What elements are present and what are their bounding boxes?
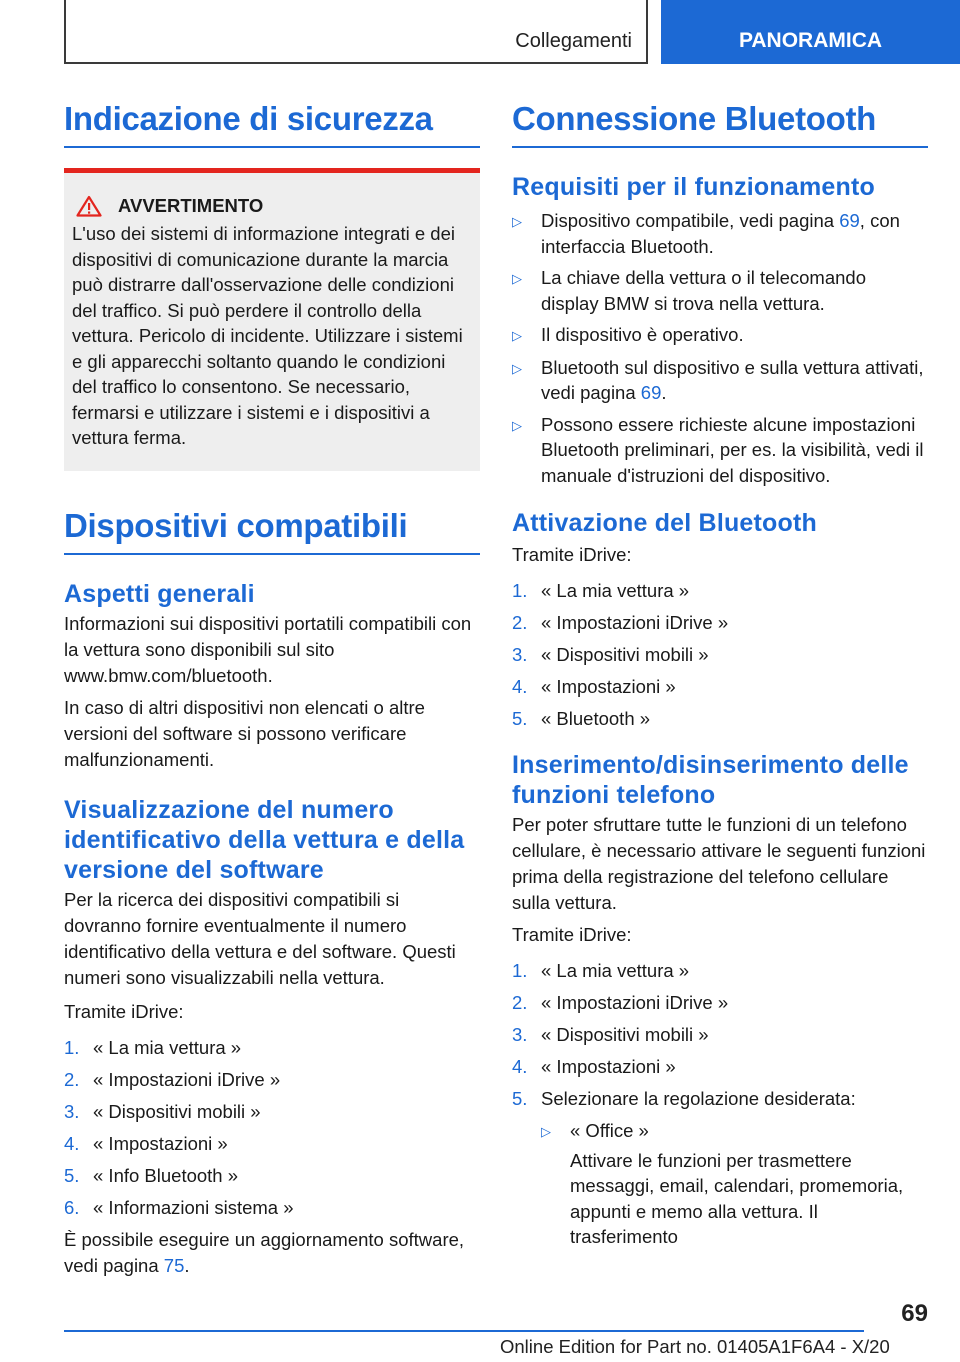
requirement-text-b: , con interfaccia Bluetooth. bbox=[541, 210, 900, 257]
step-number: 4. bbox=[512, 1056, 528, 1077]
heading-display-id: Visualizzazione del numero identificativo della vettura e della versione del software bbox=[64, 795, 465, 884]
step-text: « Dispositivi mobili » bbox=[93, 1100, 261, 1122]
info-steps-list bbox=[64, 1035, 480, 1221]
activation-steps-list bbox=[512, 578, 928, 732]
page-link-69[interactable]: 69 bbox=[839, 210, 860, 231]
heading-requirements: Requisiti per il funzionamento bbox=[512, 173, 875, 201]
heading-bluetooth-connection: Connessione Bluetooth bbox=[512, 100, 928, 148]
right-column bbox=[512, 100, 928, 1256]
office-sub-list bbox=[541, 1118, 928, 1250]
warning-text: L'uso dei sistemi di informazione integrati e dei dispositivi di comunicazione durante la marcia può distrarre dall'osservazione delle condizioni del traffico. Si può perdere il controllo della vettura. Pericolo di incidente. Utilizzare i sistemi e gli apparecchi soltanto quando le condizioni del traffico lo consentono. Se necessario, fermarsi e utilizzare i sistemi e i dispositivi a vettura ferma. bbox=[72, 223, 463, 448]
step-item bbox=[512, 958, 928, 984]
requirement-text-b: . bbox=[661, 382, 667, 403]
requirement-item bbox=[512, 355, 928, 406]
step-text: « Info Bluetooth » bbox=[93, 1164, 239, 1186]
step-item bbox=[512, 1022, 928, 1048]
page-number: 69 bbox=[901, 1300, 928, 1327]
page-link-75[interactable]: 75 bbox=[163, 1254, 185, 1276]
heading-devices: Dispositivi compatibili bbox=[64, 507, 480, 555]
step-item bbox=[64, 1195, 480, 1221]
requirement-text bbox=[541, 208, 928, 259]
step-item bbox=[512, 610, 928, 636]
step-text: « La mia vettura » bbox=[541, 960, 690, 981]
step-number: 2. bbox=[64, 1068, 80, 1090]
step-text: « Impostazioni » bbox=[541, 1056, 676, 1077]
step-text: « Bluetooth » bbox=[541, 708, 651, 729]
step-text: Selezionare la regolazione desiderata: bbox=[541, 1088, 856, 1109]
step-text: « La mia vettura » bbox=[541, 580, 690, 601]
bullet-triangle-icon: ▷ bbox=[512, 360, 522, 376]
step-item bbox=[64, 1035, 480, 1061]
office-text: Attivare le funzioni per trasmettere messaggi, email, calendari, promemoria, appunti e memo alla vettura. Il trasferimento bbox=[570, 1149, 904, 1247]
step-number: 1. bbox=[512, 580, 528, 601]
heading-safety: Indicazione di sicurezza bbox=[64, 100, 480, 148]
requirement-item bbox=[512, 322, 928, 349]
step-number: 4. bbox=[64, 1132, 80, 1154]
step-item bbox=[512, 990, 928, 1016]
update-paragraph bbox=[64, 1227, 480, 1279]
warning-box bbox=[64, 168, 480, 471]
bullet-triangle-icon: ▷ bbox=[541, 1124, 551, 1139]
step-text: « La mia vettura » bbox=[93, 1036, 242, 1058]
heading-general: Aspetti generali bbox=[64, 579, 255, 608]
step-number: 1. bbox=[512, 960, 528, 981]
requirements-list bbox=[512, 208, 928, 488]
step-number: 4. bbox=[512, 676, 528, 697]
requirement-text: La chiave della vettura o il telecomando display BMW si trova nella vettura. bbox=[541, 267, 866, 314]
via-idrive-label: Tramite iDrive: bbox=[64, 1000, 184, 1022]
bullet-triangle-icon: ▷ bbox=[512, 271, 522, 286]
office-label: « Office » bbox=[570, 1120, 649, 1141]
via-idrive-label: Tramite iDrive: bbox=[512, 924, 632, 945]
bullet-triangle-icon: ▷ bbox=[512, 214, 522, 229]
step-text: « Impostazioni iDrive » bbox=[93, 1068, 281, 1090]
step-number: 5. bbox=[512, 1088, 528, 1109]
step-number: 2. bbox=[512, 992, 528, 1013]
update-end: . bbox=[184, 1254, 190, 1276]
step-item bbox=[512, 674, 928, 700]
update-text: È possibile eseguire un aggiornamento software, vedi pagina bbox=[64, 1228, 465, 1276]
header-chapter-tab[interactable]: PANORAMICA bbox=[661, 0, 960, 64]
warning-title-text: AVVERTIMENTO bbox=[118, 195, 264, 216]
step-item bbox=[512, 578, 928, 604]
functions-paragraph: Per poter sfruttare tutte le funzioni di un telefono cellulare, è necessario attivare le seguenti funzioni prima della registrazione del telefono cellulare sulla vettura. bbox=[512, 814, 926, 913]
requirement-text: Il dispositivo è operativo. bbox=[541, 324, 744, 345]
step-item bbox=[64, 1099, 480, 1125]
step-number: 3. bbox=[512, 1024, 528, 1045]
step-number: 3. bbox=[512, 644, 528, 665]
step-number: 2. bbox=[512, 612, 528, 633]
step-text: « Impostazioni iDrive » bbox=[541, 992, 729, 1013]
requirement-text: Possono essere richieste alcune impostazioni Bluetooth preliminari, per es. la visibilità, vedi il manuale d'istruzioni del dispositivo. bbox=[541, 413, 924, 486]
step-number: 6. bbox=[64, 1196, 80, 1218]
step-item bbox=[512, 642, 928, 668]
warning-title bbox=[76, 195, 468, 217]
requirement-item bbox=[512, 208, 928, 259]
step-item bbox=[64, 1131, 480, 1157]
step-item bbox=[64, 1163, 480, 1189]
step-text: « Impostazioni » bbox=[93, 1132, 228, 1154]
footer-edition: Online Edition for Part no. 01405A1F6A4 - X/20 bbox=[500, 1336, 890, 1357]
step-text: « Dispositivi mobili » bbox=[541, 644, 709, 665]
step-text: « Informazioni sistema » bbox=[93, 1196, 294, 1218]
page-link-69[interactable]: 69 bbox=[640, 382, 662, 403]
step-number: 3. bbox=[64, 1100, 80, 1122]
footer-divider bbox=[64, 1330, 864, 1332]
header-section-box bbox=[64, 0, 648, 64]
requirement-text-a: Dispositivo compatibile, vedi pagina bbox=[541, 210, 840, 231]
requirement-text bbox=[541, 355, 928, 406]
heading-phone-functions: Inserimento/disinserimento delle funzioni telefono bbox=[512, 751, 909, 809]
step-item bbox=[512, 706, 928, 732]
display-paragraph: Per la ricerca dei dispositivi compatibili si dovranno fornire eventualmente il numero identificativo della vettura e del software. Questi numeri sono visualizzabili nella vettura. bbox=[64, 888, 456, 988]
step-text: « Impostazioni » bbox=[541, 676, 676, 697]
heading-activation: Attivazione del Bluetooth bbox=[512, 509, 817, 537]
bullet-triangle-icon: ▷ bbox=[512, 328, 522, 343]
requirement-item bbox=[512, 265, 928, 316]
header-section-title: Collegamenti bbox=[515, 30, 632, 52]
warning-triangle-icon bbox=[76, 195, 102, 217]
via-idrive-label: Tramite iDrive: bbox=[512, 544, 632, 565]
step-item bbox=[512, 1086, 928, 1112]
step-text: « Impostazioni iDrive » bbox=[541, 612, 729, 633]
office-content bbox=[570, 1118, 928, 1250]
step-number: 1. bbox=[64, 1036, 80, 1058]
requirement-item bbox=[512, 412, 928, 489]
step-number: 5. bbox=[512, 708, 528, 729]
left-column bbox=[64, 100, 480, 1279]
general-paragraph-2: In caso di altri dispositivi non elencati o altre versioni del software si possono verificare malfunzionamenti. bbox=[64, 696, 425, 770]
general-paragraph-1: Informazioni sui dispositivi portatili compatibili con la vettura sono disponibili sul sito www.bmw.com/bluetooth. bbox=[64, 612, 472, 686]
functions-steps-list bbox=[512, 958, 928, 1112]
step-text: « Dispositivi mobili » bbox=[541, 1024, 709, 1045]
bullet-triangle-icon: ▷ bbox=[512, 417, 522, 433]
step-item bbox=[512, 1054, 928, 1080]
requirement-text-a: Bluetooth sul dispositivo e sulla vettura attivati, vedi pagina bbox=[541, 356, 924, 403]
step-item bbox=[64, 1067, 480, 1093]
step-number: 5. bbox=[64, 1164, 80, 1186]
office-item bbox=[541, 1118, 928, 1250]
